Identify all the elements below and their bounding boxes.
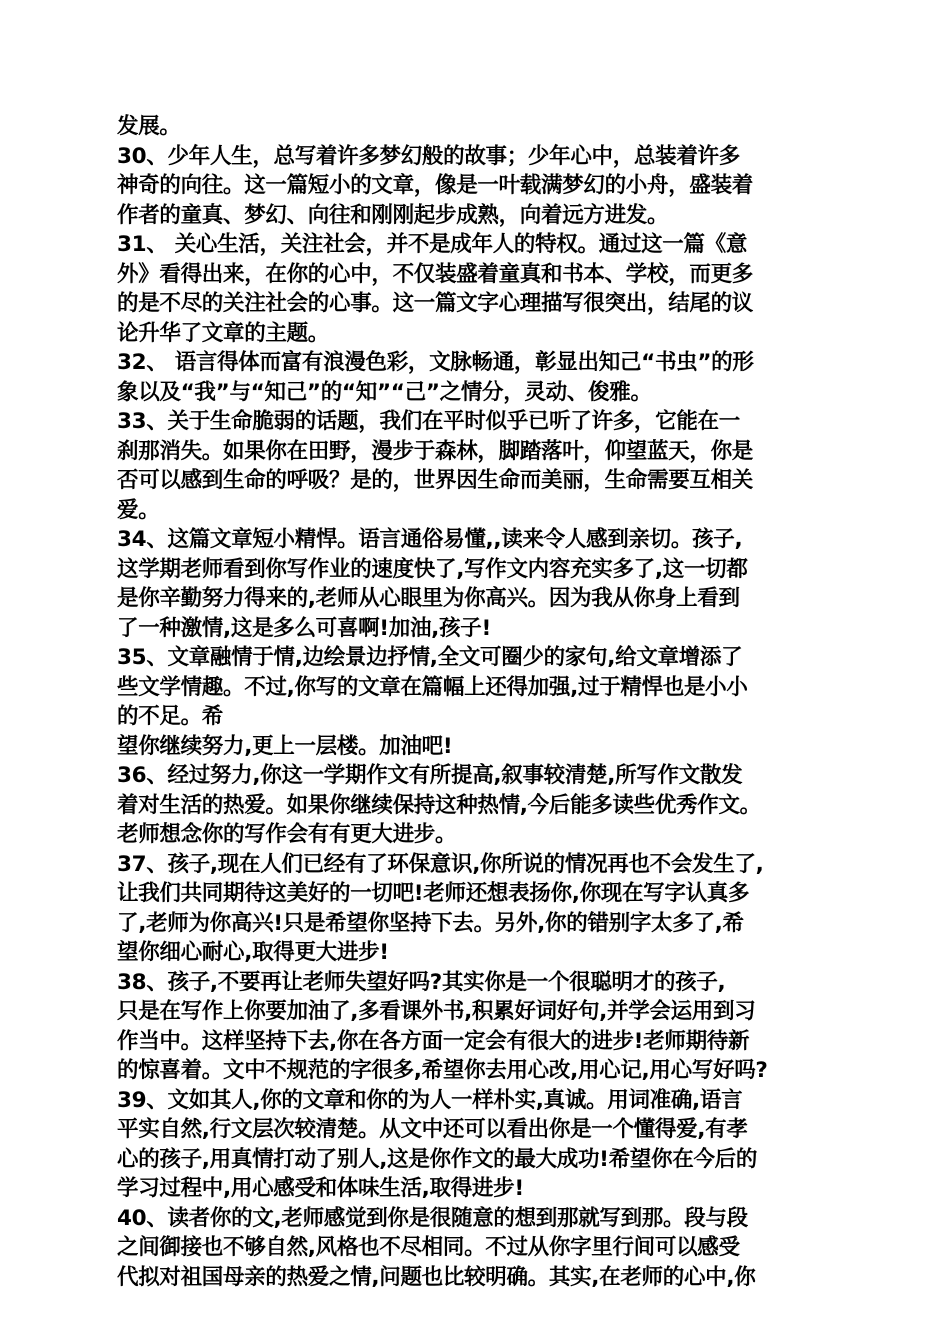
text-line: 作当中。这样坚持下去,你在各方面一定会有很大的进步!老师期待新: [117, 1028, 750, 1054]
text-line: 38、孩子,不要再让老师失望好吗?其实你是一个很聪明才的孩子,: [117, 969, 726, 995]
text-line: 30、少年人生，总写着许多梦幻般的故事；少年心中，总装着许多: [117, 143, 740, 169]
text-line: 心的孩子,用真情打动了别人,这是你作文的最大成功!希望你在今后的: [117, 1146, 758, 1172]
text-line: 学习过程中,用心感受和体味生活,取得进步!: [117, 1176, 524, 1201]
text-line: 的是不尽的关注社会的心事。这一篇文字心理描写很突出，结尾的议: [117, 291, 754, 316]
text-line: 31、 关心生活，关注社会，并不是成年人的特权。通过这一篇《意: [117, 232, 748, 257]
text-line: 刹那消失。如果你在田野，漫步于森林，脚踏落叶，仰望蓝天，你是: [117, 438, 754, 464]
text-line: 的惊喜着。文中不规范的字很多,希望你去用心改,用心记,用心写好吗?: [117, 1058, 768, 1083]
text-line: 爱。: [117, 497, 160, 523]
text-line: 代拟对祖国母亲的热爱之情,问题也比较明确。其实,在老师的心中,你: [117, 1264, 756, 1290]
text-line: 之间御接也不够自然,风格也不尽相同。不过从你字里行间可以感受: [117, 1235, 740, 1260]
text-line: 40、读者你的文,老师感觉到你是很随意的想到那就写到那。段与段: [117, 1205, 748, 1231]
text-line: 36、经过努力,你这一学期作文有所提高,叙事较清楚,所写作文散发: [117, 763, 743, 788]
text-line: 了一种激情,这是多么可喜啊!加油,孩子!: [117, 615, 491, 641]
text-line: 这学期老师看到你写作业的速度快了,写作文内容充实多了,这一切都: [117, 556, 748, 582]
text-line: 是你辛勤努力得来的,老师从心眼里为你高兴。因为我从你身上看到: [117, 586, 740, 611]
text-line: 发展。: [117, 114, 181, 139]
text-line: 了,老师为你高兴!只是希望你坚持下去。另外,你的错别字太多了,希: [117, 910, 744, 936]
text-line: 39、文如其人,你的文章和你的为人一样朴实,真诚。用词准确,语言: [117, 1087, 743, 1113]
text-line: 些文学情趣。不过,你写的文章在篇幅上还得加强,过于精悍也是小小: [117, 674, 748, 700]
text-line: 论升华了文章的主题。: [117, 320, 330, 346]
text-line: 只是在写作上你要加油了,多看课外书,积累好词好句,并学会运用到习: [117, 999, 756, 1024]
text-line: 老师想念你的写作会有有更大进步。: [117, 822, 457, 847]
text-line: 着对生活的热爱。如果你继续保持这种热情,今后能多读些优秀作文。: [117, 792, 761, 818]
document-body: [117, 112, 837, 1292]
text-line: 让我们共同期待这美好的一切吧!老师还想表扬你,你现在写字认真多: [117, 881, 750, 906]
text-line: 作者的童真、梦幻、向往和刚刚起步成熟，向着远方进发。: [117, 202, 669, 228]
text-line: 37、孩子,现在人们已经有了环保意识,你所说的情况再也不会发生了,: [117, 851, 764, 877]
text-line: 神奇的向往。这一篇短小的文章，像是一叶载满梦幻的小舟，盛装着: [117, 173, 754, 198]
text-line: 望你细心耐心,取得更大进步!: [117, 940, 389, 965]
text-line: 35、文章融情于情,边绘景边抒情,全文可圈少的家句,给文章增添了: [117, 645, 743, 670]
text-line: 平实自然,行文层次较清楚。从文中还可以看出你是一个懂得爱,有孝: [117, 1117, 748, 1142]
text-line: 32、 语言得体而富有浪漫色彩，文脉畅通，彰显出知己“书虫”的形: [117, 350, 754, 375]
text-line: 34、这篇文章短小精悍。语言通俗易懂,,读来令人感到亲切。孩子,: [117, 527, 743, 552]
text-line: 外》看得出来，在你的心中，不仅装盛着童真和书本、学校，而更多: [117, 261, 754, 287]
text-line: 望你继续努力,更上一层楼。加油吧!: [117, 733, 453, 759]
text-line: 的不足。希: [117, 704, 224, 729]
text-line: 33、关于生命脆弱的话题，我们在平时似乎已听了许多，它能在一: [117, 409, 740, 434]
text-line: 象以及“我”与“知己”的“知”“己”之情分，灵动、俊雅。: [117, 379, 652, 405]
text-line: 否可以感到生命的呼吸？是的，世界因生命而美丽，生命需要互相关: [117, 468, 754, 493]
